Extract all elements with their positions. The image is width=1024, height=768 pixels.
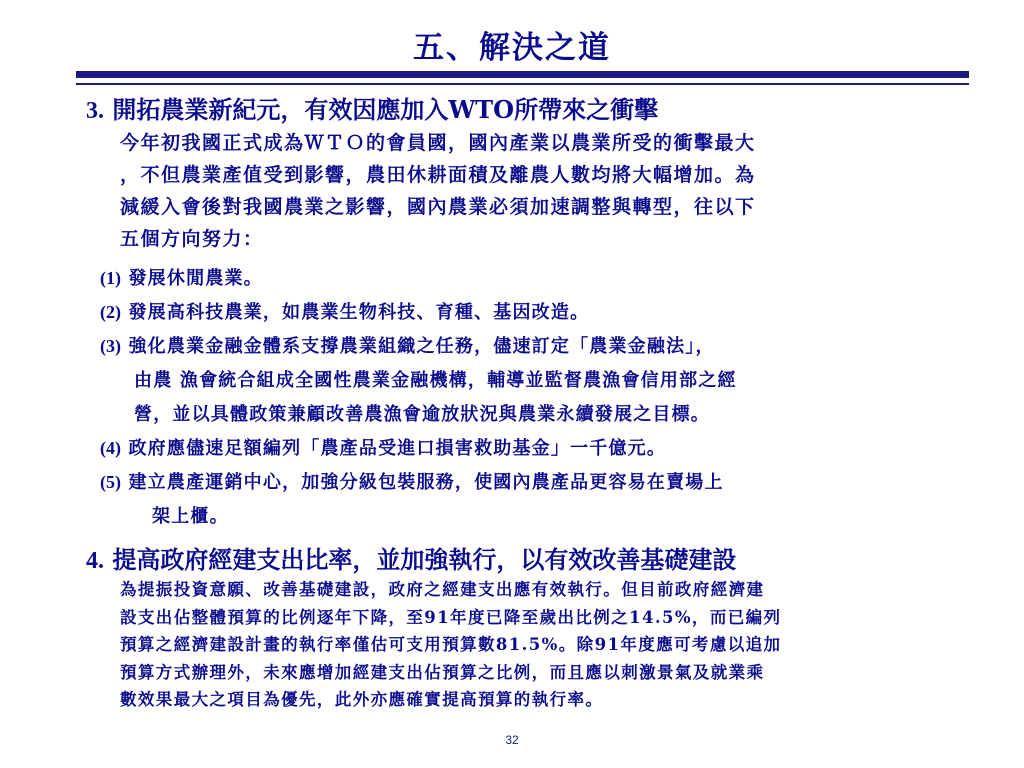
list-item-continuation: 由農 漁會統合組成全國性農業金融機構，輔導並監督農漁會信用部之經 — [134, 370, 737, 391]
paragraph-line: 為提振投資意願、改善基礎建設，政府之經建支出應有效執行。但目前政府經濟建 — [120, 580, 765, 599]
paragraph-line: 數效果最大之項目為優先，此外亦應確實提高預算的執行率。 — [120, 690, 604, 709]
paragraph-line: 預算之經濟建設計畫的執行率僅估可支用預算數81.5%。除91年度應可考慮以追加 — [120, 635, 782, 654]
list-item-label: (5) — [100, 472, 121, 492]
section-3-heading — [86, 90, 658, 125]
section-4-heading — [86, 540, 736, 575]
paragraph-line: 五個方向努力： — [120, 228, 264, 250]
list-item-text: 政府應儘速足額編列「農產品受進口損害救助基金」一千億元。 — [128, 438, 667, 459]
paragraph-line: ，不但農業產值受到影響，農田休耕面積及離農人數均將大幅增加。為 — [120, 164, 756, 186]
title-divider-thin — [76, 83, 969, 85]
paragraph-line: 預算方式辦理外，未來應增加經建支出佔預算之比例，而且應以刺激景氣及就業乘 — [120, 662, 765, 682]
section-4-heading-text: 提高政府經建支出比率，並加強執行，以有效改善基礎建設 — [112, 545, 737, 574]
list-item-text: 建立農產運銷中心，加強分級包裝服務，使國內農產品更容易在賣場上 — [128, 472, 724, 493]
paragraph-line: 今年初我國正式成為ＷＴＯ的會員國，國內產業以農業所受的衝擊最大 — [120, 132, 756, 154]
paragraph-line: 設支出佔整體預算的比例逐年下降，至91年度已降至歲出比例之14.5%，而已編列 — [120, 607, 782, 627]
list-item — [100, 262, 263, 296]
list-item-text: 發展高科技農業，如農業生物科技、育種、基因改造。 — [128, 302, 590, 323]
list-item-label: (2) — [100, 302, 121, 322]
section-4-number: 4. — [86, 548, 104, 574]
slide-title: 五、解決之道 — [413, 30, 611, 66]
list-item-label: (4) — [100, 438, 121, 458]
list-item — [100, 432, 666, 466]
section-3-heading-text: 開拓農業新紀元，有效因應加入WTO所帶來之衝擊 — [112, 95, 659, 124]
list-item-label: (1) — [100, 268, 121, 288]
list-item-continuation: 架上櫃。 — [152, 506, 229, 527]
list-item-text: 強化農業金融金體系支撐農業組織之任務，儘速訂定「農業金融法」， — [128, 336, 715, 357]
list-item-continuation: 營，並以具體政策兼顧改善農漁會逾放狀況與農業永續發展之目標。 — [134, 404, 710, 425]
paragraph-line: 減緩入會後對我國農業之影響，國內農業必須加速調整與轉型，往以下 — [120, 196, 756, 218]
section-3-number: 3. — [86, 98, 104, 124]
section-3-paragraph — [120, 127, 756, 255]
title-divider-thick — [76, 71, 969, 78]
section-4-paragraph — [120, 576, 781, 714]
list-item — [100, 330, 715, 364]
list-item — [100, 466, 724, 500]
list-item-label: (3) — [100, 336, 121, 356]
page-number: 32 — [505, 733, 519, 747]
list-item — [100, 296, 589, 330]
list-item-text: 發展休閒農業。 — [128, 268, 263, 289]
